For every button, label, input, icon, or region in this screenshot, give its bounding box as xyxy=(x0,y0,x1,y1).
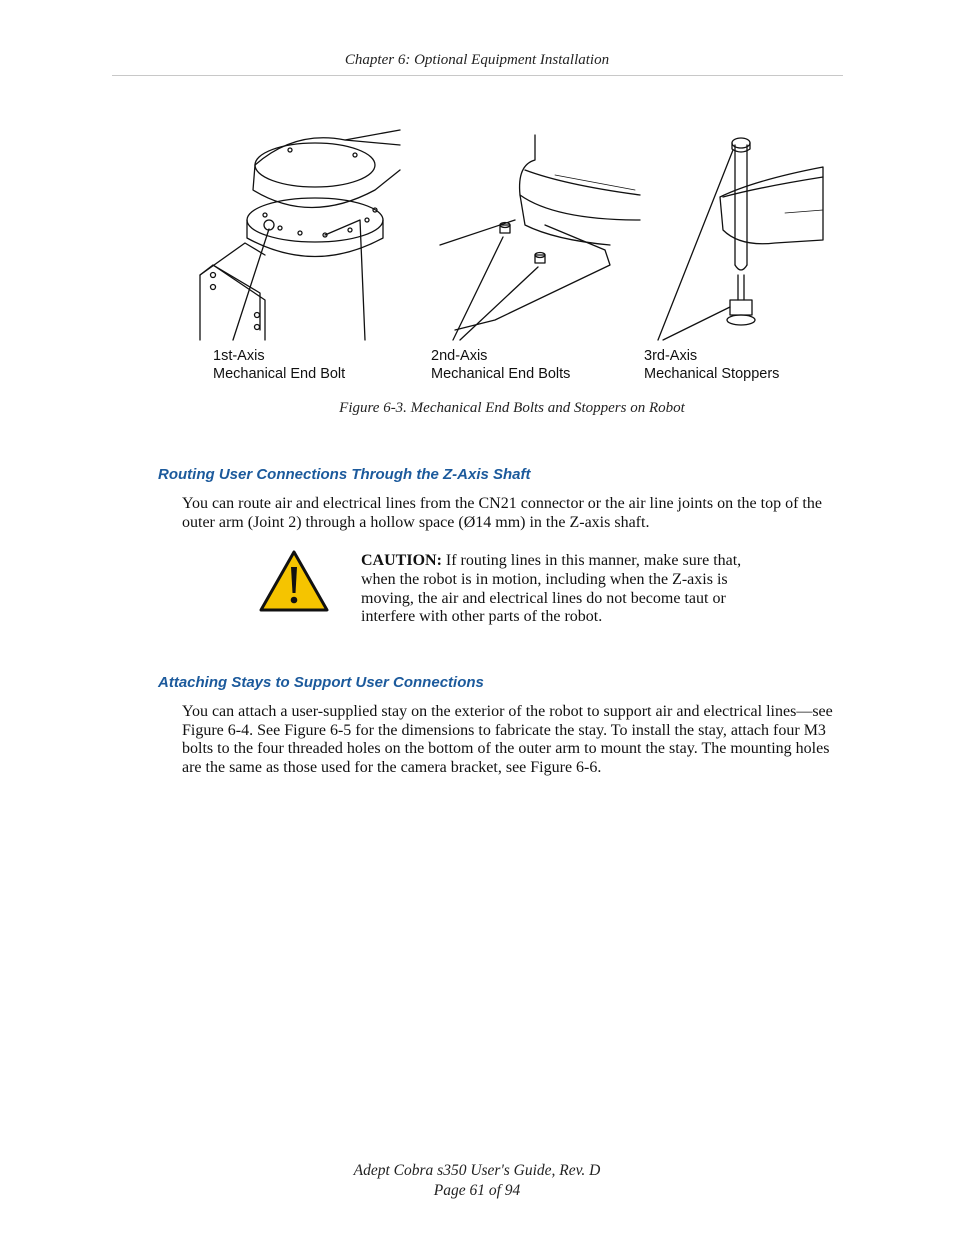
figure-caption: Figure 6-3. Mechanical End Bolts and Stoppers on Robot xyxy=(339,400,685,416)
caution-note xyxy=(361,552,761,627)
warning-triangle-icon xyxy=(258,549,330,613)
section-heading-stays: Attaching Stays to Support User Connections xyxy=(158,674,484,691)
paragraph-stays: You can attach a user-supplied stay on the exterior of the robot to support air and electrical lines—see Figure 6-4. See Figure 6-5 for the dimensions to fabricate the stay. To install the stay, attach four M3 bolts to the four threaded holes on the bottom of the outer arm to mount the stay. The mounting holes are the same as those used for the camera bracket, see Figure 6-6. xyxy=(182,703,833,776)
panel-1st-axis xyxy=(200,130,400,340)
footer-page-number: Page 61 of 94 xyxy=(433,1182,521,1199)
figure-mechanical-end-bolts xyxy=(195,125,835,382)
figure-label-2nd-axis: 2nd-Axis Mechanical End Bolts xyxy=(431,348,571,382)
caution-label: CAUTION: xyxy=(361,552,442,569)
footer-guide-title: Adept Cobra s350 User's Guide, Rev. D xyxy=(353,1162,601,1179)
panel-2nd-axis xyxy=(440,135,640,340)
header-rule xyxy=(112,75,843,76)
robot-illustration xyxy=(195,125,835,347)
paragraph-routing: You can route air and electrical lines from the CN21 connector or the air line joints on the top of the outer arm (Joint 2) through a hollow space (Ø14 mm) in the Z-axis shaft. xyxy=(182,495,822,531)
figure-label-3rd-axis: 3rd-Axis Mechanical Stoppers xyxy=(644,348,780,382)
running-header: Chapter 6: Optional Equipment Installation xyxy=(344,52,610,68)
figure-label-1st-axis: 1st-Axis Mechanical End Bolt xyxy=(213,348,346,382)
panel-3rd-axis xyxy=(658,138,823,340)
caution-body: If routing lines in this manner, make sure that, when the robot is in motion, including when the Z-axis is moving, the air and electrical lines do not become taut or interfere with other parts of the robot. xyxy=(361,552,742,626)
section-heading-routing: Routing User Connections Through the Z-Axis Shaft xyxy=(158,466,531,483)
